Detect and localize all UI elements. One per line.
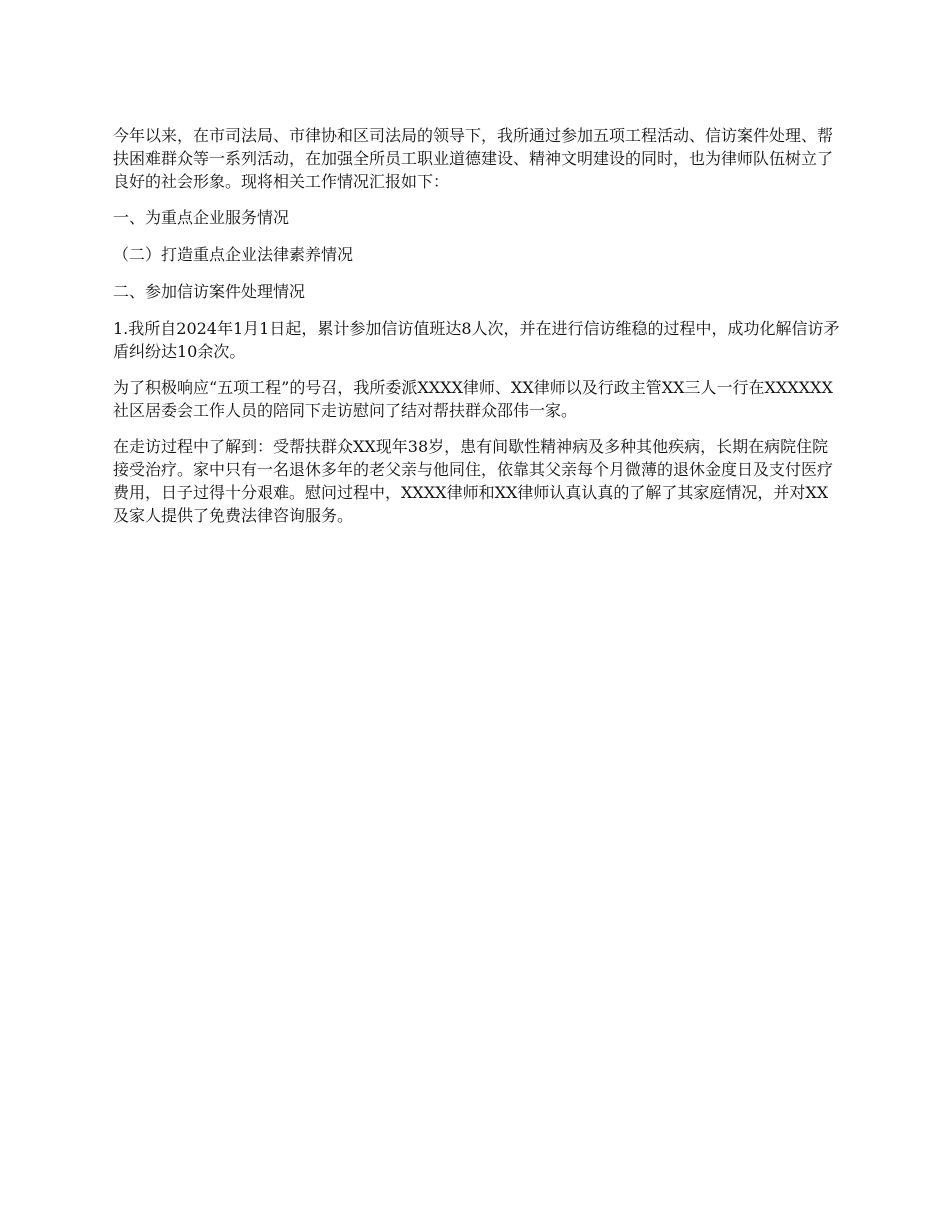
section-heading-enterprise-service: 一、为重点企业服务情况 (113, 208, 290, 227)
visit-details-paragraph: 在走访过程中了解到：受帮扶群众XX现年38岁，患有间歇性精神病及多种其他疾病，长期在病院住院接受治疗。家中只有一名退休多年的老父亲与他同住，依靠其父亲每个月微薄的退休金度日及支付医疗费用，日子过得十分艰难。慰问过程中，XXXX律师和XX律师认真认真的了解了其家庭情况，并对XX及家人提供了免费法律咨询服务。 (113, 437, 834, 525)
subsection-heading-legal-literacy: （二）打造重点企业法律素养情况 (113, 245, 354, 264)
intro-paragraph: 今年以来，在市司法局、市律协和区司法局的领导下，我所通过参加五项工程活动、信访案件处理、帮扶困难群众等一系列活动，在加强全所员工职业道德建设、精神文明建设的同时，也为律师队伍树立了良好的社会形象。现将相关工作情况汇报如下： (113, 126, 834, 191)
section-heading-petition-cases: 二、参加信访案件处理情况 (113, 282, 306, 301)
document-body (113, 124, 843, 540)
visit-paragraph: 为了积极响应“五项工程”的号召，我所委派XXXX律师、XX律师以及行政主管XX三人一行在XXXXXX社区居委会工作人员的陪同下走访慰问了结对帮扶群众邵伟一家。 (113, 378, 833, 420)
petition-summary-paragraph: 1.我所自2024年1月1日起，累计参加信访值班达8人次，并在进行信访维稳的过程中，成功化解信访矛盾纠纷达10余次。 (113, 319, 840, 361)
